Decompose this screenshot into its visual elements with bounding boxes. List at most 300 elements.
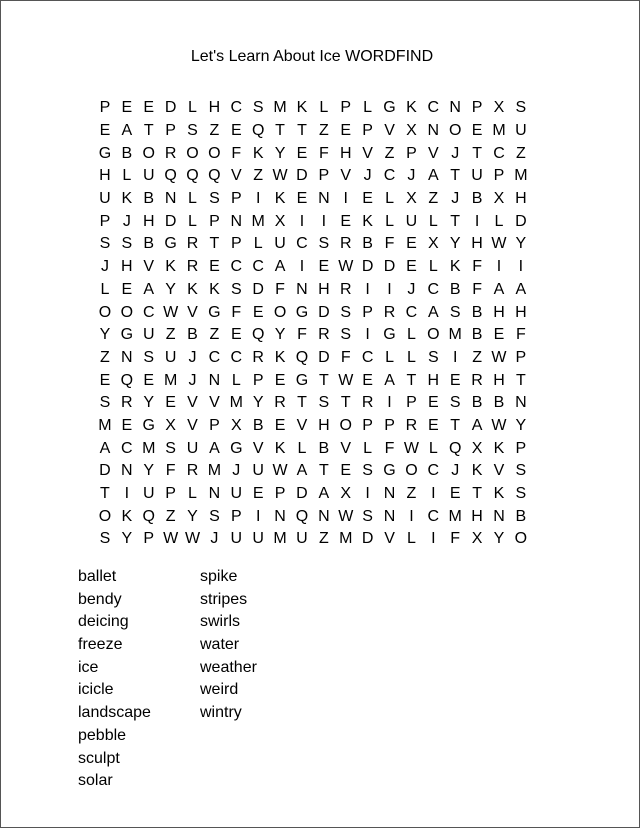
grid-letter[interactable]: T bbox=[472, 144, 482, 162]
grid-letter[interactable]: H bbox=[121, 258, 133, 276]
grid-letter[interactable]: I bbox=[387, 280, 392, 298]
grid-letter[interactable]: B bbox=[187, 326, 198, 344]
grid-letter[interactable]: C bbox=[121, 439, 133, 457]
grid-letter[interactable]: E bbox=[230, 326, 242, 344]
grid-letter[interactable]: X bbox=[471, 530, 483, 548]
grid-letter[interactable]: J bbox=[210, 530, 219, 548]
grid-letter[interactable]: Q bbox=[251, 122, 265, 140]
grid-letter[interactable]: O bbox=[405, 462, 418, 480]
grid-letter[interactable]: B bbox=[471, 394, 483, 412]
grid-letter[interactable]: C bbox=[427, 99, 440, 117]
grid-letter[interactable]: J bbox=[363, 167, 372, 185]
grid-letter[interactable]: N bbox=[208, 485, 221, 503]
grid-letter[interactable]: T bbox=[318, 371, 329, 389]
grid-letter[interactable]: K bbox=[252, 144, 264, 162]
grid-letter[interactable]: E bbox=[121, 99, 133, 117]
grid-letter[interactable]: P bbox=[143, 530, 155, 548]
grid-letter[interactable]: E bbox=[121, 280, 133, 298]
grid-letter[interactable]: U bbox=[99, 190, 111, 208]
grid-letter[interactable]: E bbox=[165, 394, 176, 412]
grid-letter[interactable]: B bbox=[471, 303, 483, 321]
grid-letter[interactable]: A bbox=[515, 280, 527, 298]
grid-letter[interactable]: V bbox=[384, 530, 395, 548]
grid-letter[interactable]: O bbox=[448, 122, 462, 140]
grid-letter[interactable]: S bbox=[318, 394, 330, 412]
grid-letter[interactable]: E bbox=[449, 371, 461, 389]
grid-letter[interactable]: D bbox=[318, 348, 330, 366]
grid-letter[interactable]: P bbox=[99, 212, 111, 230]
grid-letter[interactable]: V bbox=[493, 462, 505, 480]
grid-letter[interactable]: C bbox=[427, 280, 440, 298]
grid-letter[interactable]: P bbox=[318, 167, 330, 185]
grid-letter[interactable]: W bbox=[163, 303, 179, 321]
grid-letter[interactable]: E bbox=[252, 303, 264, 321]
grid-letter[interactable]: V bbox=[252, 439, 264, 457]
grid-letter[interactable]: T bbox=[143, 122, 154, 140]
grid-letter[interactable]: B bbox=[471, 326, 483, 344]
grid-letter[interactable]: Y bbox=[99, 326, 111, 344]
grid-letter[interactable]: P bbox=[362, 122, 373, 140]
grid-letter[interactable]: Z bbox=[100, 348, 110, 366]
grid-letter[interactable]: Y bbox=[493, 530, 505, 548]
grid-letter[interactable]: N bbox=[383, 507, 396, 525]
grid-letter[interactable]: A bbox=[296, 462, 308, 480]
grid-letter[interactable]: P bbox=[274, 485, 286, 503]
grid-letter[interactable]: P bbox=[515, 348, 527, 366]
grid-letter[interactable]: I bbox=[409, 507, 414, 525]
grid-letter[interactable]: T bbox=[297, 394, 307, 412]
grid-letter[interactable]: L bbox=[494, 212, 504, 230]
grid-letter[interactable]: B bbox=[121, 144, 133, 162]
grid-letter[interactable]: N bbox=[427, 122, 440, 140]
grid-letter[interactable]: E bbox=[230, 122, 242, 140]
grid-letter[interactable]: M bbox=[339, 530, 353, 548]
grid-letter[interactable]: O bbox=[98, 303, 112, 321]
grid-letter[interactable]: L bbox=[406, 348, 416, 366]
grid-letter[interactable]: X bbox=[471, 439, 483, 457]
grid-letter[interactable]: N bbox=[230, 212, 243, 230]
grid-letter[interactable]: W bbox=[184, 530, 201, 548]
grid-letter[interactable]: L bbox=[100, 280, 110, 298]
grid-letter[interactable]: N bbox=[493, 507, 505, 525]
grid-letter[interactable]: P bbox=[165, 485, 176, 503]
grid-letter[interactable]: P bbox=[362, 416, 373, 434]
grid-letter[interactable]: K bbox=[449, 258, 461, 276]
grid-letter[interactable]: L bbox=[385, 190, 394, 208]
grid-letter[interactable]: D bbox=[361, 258, 374, 276]
grid-letter[interactable]: S bbox=[340, 303, 352, 321]
grid-letter[interactable]: E bbox=[209, 258, 220, 276]
grid-letter[interactable]: U bbox=[142, 485, 155, 503]
grid-letter[interactable]: Y bbox=[143, 394, 155, 412]
grid-letter[interactable]: N bbox=[208, 371, 221, 389]
grid-letter[interactable]: R bbox=[361, 394, 374, 412]
grid-letter[interactable]: A bbox=[318, 485, 330, 503]
grid-letter[interactable]: A bbox=[99, 439, 111, 457]
grid-letter[interactable]: P bbox=[493, 167, 505, 185]
grid-letter[interactable]: V bbox=[384, 122, 395, 140]
grid-letter[interactable]: T bbox=[209, 235, 220, 253]
grid-letter[interactable]: T bbox=[275, 122, 285, 140]
grid-letter[interactable]: J bbox=[451, 144, 460, 162]
grid-letter[interactable]: K bbox=[187, 280, 198, 298]
grid-letter[interactable]: H bbox=[427, 371, 440, 389]
grid-letter[interactable]: U bbox=[405, 212, 418, 230]
grid-letter[interactable]: S bbox=[362, 507, 373, 525]
grid-letter[interactable]: U bbox=[230, 485, 243, 503]
grid-letter[interactable]: P bbox=[99, 99, 111, 117]
grid-letter[interactable]: O bbox=[273, 303, 287, 321]
grid-letter[interactable]: Y bbox=[121, 530, 133, 548]
grid-letter[interactable]: E bbox=[99, 371, 111, 389]
grid-letter[interactable]: V bbox=[427, 144, 439, 162]
grid-letter[interactable]: I bbox=[431, 530, 436, 548]
grid-letter[interactable]: Y bbox=[515, 416, 527, 434]
grid-letter[interactable]: G bbox=[383, 462, 396, 480]
grid-letter[interactable]: K bbox=[121, 507, 133, 525]
grid-letter[interactable]: P bbox=[230, 507, 242, 525]
grid-letter[interactable]: S bbox=[143, 348, 155, 366]
grid-letter[interactable]: R bbox=[186, 462, 199, 480]
grid-letter[interactable]: Z bbox=[318, 122, 329, 140]
grid-letter[interactable]: W bbox=[403, 439, 419, 457]
grid-letter[interactable]: S bbox=[252, 99, 264, 117]
grid-letter[interactable]: X bbox=[493, 99, 505, 117]
grid-letter[interactable]: W bbox=[338, 371, 354, 389]
grid-letter[interactable]: Z bbox=[384, 144, 395, 162]
grid-letter[interactable]: T bbox=[515, 371, 526, 389]
grid-letter[interactable]: V bbox=[340, 439, 352, 457]
grid-letter[interactable]: C bbox=[208, 348, 221, 366]
grid-letter[interactable]: D bbox=[99, 462, 111, 480]
grid-letter[interactable]: T bbox=[472, 485, 482, 503]
grid-letter[interactable]: P bbox=[406, 394, 417, 412]
grid-letter[interactable]: I bbox=[365, 485, 370, 503]
grid-letter[interactable]: C bbox=[427, 507, 440, 525]
grid-letter[interactable]: B bbox=[515, 507, 527, 525]
grid-letter[interactable]: Q bbox=[251, 326, 265, 344]
grid-letter[interactable]: S bbox=[209, 190, 220, 208]
grid-letter[interactable]: G bbox=[383, 326, 396, 344]
grid-letter[interactable]: A bbox=[274, 258, 286, 276]
grid-letter[interactable]: M bbox=[492, 122, 506, 140]
grid-letter[interactable]: Z bbox=[318, 530, 329, 548]
grid-letter[interactable]: F bbox=[231, 303, 242, 321]
grid-letter[interactable]: I bbox=[255, 190, 261, 208]
grid-letter[interactable]: X bbox=[493, 190, 505, 208]
grid-letter[interactable]: K bbox=[274, 190, 286, 208]
grid-letter[interactable]: E bbox=[252, 485, 264, 503]
grid-letter[interactable]: I bbox=[255, 507, 261, 525]
grid-letter[interactable]: J bbox=[451, 190, 460, 208]
grid-letter[interactable]: E bbox=[406, 258, 417, 276]
grid-letter[interactable]: E bbox=[493, 326, 505, 344]
grid-letter[interactable]: K bbox=[493, 485, 505, 503]
grid-letter[interactable]: L bbox=[363, 439, 373, 457]
grid-letter[interactable]: I bbox=[299, 212, 305, 230]
grid-letter[interactable]: Z bbox=[428, 190, 439, 208]
grid-letter[interactable]: L bbox=[253, 235, 263, 253]
grid-letter[interactable]: N bbox=[383, 485, 396, 503]
grid-letter[interactable]: K bbox=[406, 99, 417, 117]
grid-letter[interactable]: B bbox=[252, 416, 264, 434]
grid-letter[interactable]: R bbox=[186, 235, 199, 253]
grid-letter[interactable]: U bbox=[296, 530, 308, 548]
grid-letter[interactable]: B bbox=[362, 235, 373, 253]
grid-letter[interactable]: S bbox=[449, 303, 461, 321]
grid-letter[interactable]: S bbox=[515, 462, 527, 480]
grid-letter[interactable]: M bbox=[142, 439, 156, 457]
grid-letter[interactable]: M bbox=[251, 212, 265, 230]
grid-letter[interactable]: E bbox=[143, 99, 155, 117]
grid-letter[interactable]: R bbox=[318, 326, 330, 344]
grid-letter[interactable]: I bbox=[496, 258, 502, 276]
grid-letter[interactable]: X bbox=[427, 235, 439, 253]
grid-letter[interactable]: O bbox=[186, 144, 199, 162]
grid-letter[interactable]: C bbox=[361, 348, 374, 366]
grid-letter[interactable]: M bbox=[229, 394, 243, 412]
grid-letter[interactable]: C bbox=[142, 303, 155, 321]
grid-letter[interactable]: K bbox=[209, 280, 220, 298]
grid-letter[interactable]: Y bbox=[515, 235, 527, 253]
grid-letter[interactable]: I bbox=[365, 326, 370, 344]
grid-letter[interactable]: F bbox=[515, 326, 526, 344]
grid-letter[interactable]: L bbox=[188, 99, 197, 117]
grid-letter[interactable]: L bbox=[231, 371, 241, 389]
grid-letter[interactable]: K bbox=[296, 99, 308, 117]
grid-letter[interactable]: N bbox=[318, 190, 330, 208]
grid-letter[interactable]: O bbox=[98, 507, 112, 525]
grid-letter[interactable]: Y bbox=[143, 462, 155, 480]
grid-letter[interactable]: J bbox=[407, 167, 416, 185]
grid-letter[interactable]: F bbox=[231, 144, 242, 162]
grid-letter[interactable]: I bbox=[387, 394, 392, 412]
grid-letter[interactable]: I bbox=[431, 485, 436, 503]
grid-letter[interactable]: V bbox=[187, 394, 198, 412]
grid-letter[interactable]: C bbox=[427, 462, 440, 480]
grid-letter[interactable]: P bbox=[252, 371, 264, 389]
grid-letter[interactable]: M bbox=[448, 326, 462, 344]
grid-letter[interactable]: U bbox=[230, 530, 243, 548]
grid-letter[interactable]: O bbox=[427, 326, 440, 344]
grid-letter[interactable]: I bbox=[518, 258, 524, 276]
grid-letter[interactable]: C bbox=[230, 99, 243, 117]
grid-letter[interactable]: U bbox=[274, 235, 286, 253]
grid-letter[interactable]: A bbox=[121, 122, 133, 140]
grid-letter[interactable]: K bbox=[362, 212, 373, 230]
grid-letter[interactable]: L bbox=[406, 326, 416, 344]
grid-letter[interactable]: L bbox=[319, 99, 329, 117]
grid-letter[interactable]: T bbox=[450, 416, 461, 434]
grid-letter[interactable]: X bbox=[406, 190, 417, 208]
grid-letter[interactable]: H bbox=[493, 303, 505, 321]
grid-letter[interactable]: T bbox=[450, 167, 461, 185]
grid-letter[interactable]: S bbox=[340, 326, 352, 344]
grid-letter[interactable]: Z bbox=[209, 326, 220, 344]
grid-letter[interactable]: M bbox=[273, 530, 287, 548]
grid-letter[interactable]: P bbox=[230, 190, 242, 208]
grid-letter[interactable]: L bbox=[188, 212, 197, 230]
grid-letter[interactable]: J bbox=[451, 462, 460, 480]
grid-letter[interactable]: D bbox=[296, 167, 308, 185]
grid-letter[interactable]: G bbox=[120, 326, 134, 344]
grid-letter[interactable]: R bbox=[121, 394, 133, 412]
grid-letter[interactable]: G bbox=[383, 99, 396, 117]
grid-letter[interactable]: O bbox=[339, 416, 352, 434]
grid-letter[interactable]: M bbox=[207, 462, 222, 480]
grid-letter[interactable]: U bbox=[252, 530, 264, 548]
grid-letter[interactable]: K bbox=[493, 439, 505, 457]
grid-letter[interactable]: T bbox=[406, 371, 417, 389]
grid-letter[interactable]: P bbox=[406, 144, 417, 162]
grid-letter[interactable]: N bbox=[449, 99, 461, 117]
grid-letter[interactable]: F bbox=[384, 439, 395, 457]
grid-letter[interactable]: R bbox=[186, 258, 199, 276]
grid-letter[interactable]: W bbox=[338, 258, 354, 276]
grid-letter[interactable]: N bbox=[121, 462, 133, 480]
grid-letter[interactable]: F bbox=[275, 280, 285, 298]
grid-letter[interactable]: C bbox=[493, 144, 505, 162]
grid-letter[interactable]: M bbox=[514, 167, 528, 185]
grid-letter[interactable]: N bbox=[164, 190, 177, 208]
grid-letter[interactable]: V bbox=[230, 167, 242, 185]
grid-letter[interactable]: Z bbox=[472, 348, 482, 366]
grid-letter[interactable]: F bbox=[340, 348, 351, 366]
grid-letter[interactable]: D bbox=[318, 303, 330, 321]
grid-letter[interactable]: Y bbox=[274, 326, 286, 344]
grid-letter[interactable]: S bbox=[121, 235, 133, 253]
grid-letter[interactable]: U bbox=[142, 167, 155, 185]
grid-letter[interactable]: C bbox=[230, 348, 243, 366]
grid-letter[interactable]: S bbox=[449, 394, 461, 412]
grid-letter[interactable]: E bbox=[274, 416, 286, 434]
grid-letter[interactable]: K bbox=[471, 462, 483, 480]
grid-letter[interactable]: P bbox=[209, 416, 220, 434]
grid-letter[interactable]: Z bbox=[165, 507, 176, 525]
grid-letter[interactable]: H bbox=[493, 371, 505, 389]
grid-letter[interactable]: S bbox=[99, 394, 111, 412]
grid-letter[interactable]: X bbox=[165, 416, 176, 434]
grid-letter[interactable]: M bbox=[273, 99, 287, 117]
grid-letter[interactable]: E bbox=[296, 190, 308, 208]
grid-letter[interactable]: Q bbox=[208, 167, 221, 185]
grid-letter[interactable]: G bbox=[98, 144, 112, 162]
grid-letter[interactable]: A bbox=[143, 280, 155, 298]
grid-letter[interactable]: R bbox=[339, 280, 352, 298]
grid-letter[interactable]: P bbox=[165, 122, 176, 140]
grid-letter[interactable]: S bbox=[427, 348, 439, 366]
grid-letter[interactable]: E bbox=[427, 416, 439, 434]
grid-letter[interactable]: O bbox=[514, 530, 528, 548]
grid-letter[interactable]: G bbox=[164, 235, 177, 253]
grid-letter[interactable]: G bbox=[230, 439, 243, 457]
grid-letter[interactable]: J bbox=[122, 212, 131, 230]
grid-letter[interactable]: B bbox=[449, 280, 461, 298]
grid-letter[interactable]: L bbox=[122, 167, 132, 185]
grid-letter[interactable]: S bbox=[209, 507, 220, 525]
grid-letter[interactable]: Q bbox=[295, 348, 309, 366]
grid-letter[interactable]: O bbox=[208, 144, 221, 162]
grid-letter[interactable]: Z bbox=[253, 167, 264, 185]
grid-letter[interactable]: A bbox=[493, 280, 505, 298]
grid-letter[interactable]: Q bbox=[186, 167, 199, 185]
grid-letter[interactable]: N bbox=[318, 507, 330, 525]
grid-letter[interactable]: T bbox=[100, 485, 110, 503]
grid-letter[interactable]: V bbox=[187, 303, 198, 321]
grid-letter[interactable]: M bbox=[98, 416, 112, 434]
grid-letter[interactable]: E bbox=[274, 371, 286, 389]
grid-letter[interactable]: G bbox=[295, 371, 309, 389]
grid-letter[interactable]: K bbox=[165, 258, 176, 276]
grid-letter[interactable]: A bbox=[471, 416, 483, 434]
grid-letter[interactable]: H bbox=[339, 144, 352, 162]
grid-letter[interactable]: U bbox=[164, 348, 177, 366]
grid-letter[interactable]: P bbox=[209, 212, 220, 230]
grid-letter[interactable]: V bbox=[143, 258, 155, 276]
grid-letter[interactable]: U bbox=[252, 462, 264, 480]
grid-letter[interactable]: L bbox=[428, 212, 438, 230]
grid-letter[interactable]: D bbox=[383, 258, 396, 276]
grid-letter[interactable]: N bbox=[121, 348, 133, 366]
grid-letter[interactable]: J bbox=[188, 371, 197, 389]
grid-letter[interactable]: N bbox=[274, 507, 286, 525]
grid-letter[interactable]: F bbox=[450, 530, 461, 548]
grid-letter[interactable]: N bbox=[296, 280, 308, 298]
grid-letter[interactable]: H bbox=[515, 303, 527, 321]
grid-letter[interactable]: C bbox=[230, 258, 243, 276]
grid-letter[interactable]: E bbox=[362, 190, 373, 208]
grid-letter[interactable]: I bbox=[474, 212, 480, 230]
grid-letter[interactable]: E bbox=[340, 462, 352, 480]
grid-letter[interactable]: P bbox=[362, 303, 373, 321]
grid-letter[interactable]: A bbox=[209, 439, 220, 457]
grid-letter[interactable]: D bbox=[164, 212, 177, 230]
grid-letter[interactable]: E bbox=[340, 212, 352, 230]
grid-letter[interactable]: S bbox=[318, 235, 330, 253]
grid-letter[interactable]: L bbox=[428, 439, 438, 457]
grid-letter[interactable]: B bbox=[143, 235, 155, 253]
grid-letter[interactable]: H bbox=[99, 167, 111, 185]
grid-letter[interactable]: I bbox=[343, 190, 348, 208]
grid-letter[interactable]: V bbox=[187, 416, 198, 434]
grid-letter[interactable]: L bbox=[188, 485, 197, 503]
grid-letter[interactable]: V bbox=[362, 144, 373, 162]
grid-letter[interactable]: S bbox=[99, 530, 111, 548]
grid-letter[interactable]: L bbox=[428, 258, 438, 276]
grid-letter[interactable]: N bbox=[515, 394, 527, 412]
grid-letter[interactable]: I bbox=[452, 348, 458, 366]
grid-letter[interactable]: Y bbox=[252, 394, 264, 412]
grid-letter[interactable]: H bbox=[515, 190, 527, 208]
grid-letter[interactable]: A bbox=[384, 371, 395, 389]
grid-letter[interactable]: R bbox=[383, 303, 396, 321]
grid-letter[interactable]: W bbox=[491, 235, 507, 253]
grid-letter[interactable]: E bbox=[449, 485, 461, 503]
grid-letter[interactable]: F bbox=[165, 462, 176, 480]
grid-letter[interactable]: L bbox=[385, 348, 394, 366]
grid-letter[interactable]: L bbox=[385, 212, 394, 230]
grid-letter[interactable]: S bbox=[362, 462, 373, 480]
grid-letter[interactable]: B bbox=[493, 394, 505, 412]
grid-letter[interactable]: F bbox=[297, 326, 307, 344]
grid-letter[interactable]: X bbox=[340, 485, 352, 503]
grid-letter[interactable]: I bbox=[321, 212, 327, 230]
grid-letter[interactable]: D bbox=[164, 99, 177, 117]
grid-letter[interactable]: J bbox=[100, 258, 109, 276]
grid-letter[interactable]: P bbox=[384, 416, 395, 434]
grid-letter[interactable]: I bbox=[365, 280, 370, 298]
grid-letter[interactable]: D bbox=[515, 212, 527, 230]
